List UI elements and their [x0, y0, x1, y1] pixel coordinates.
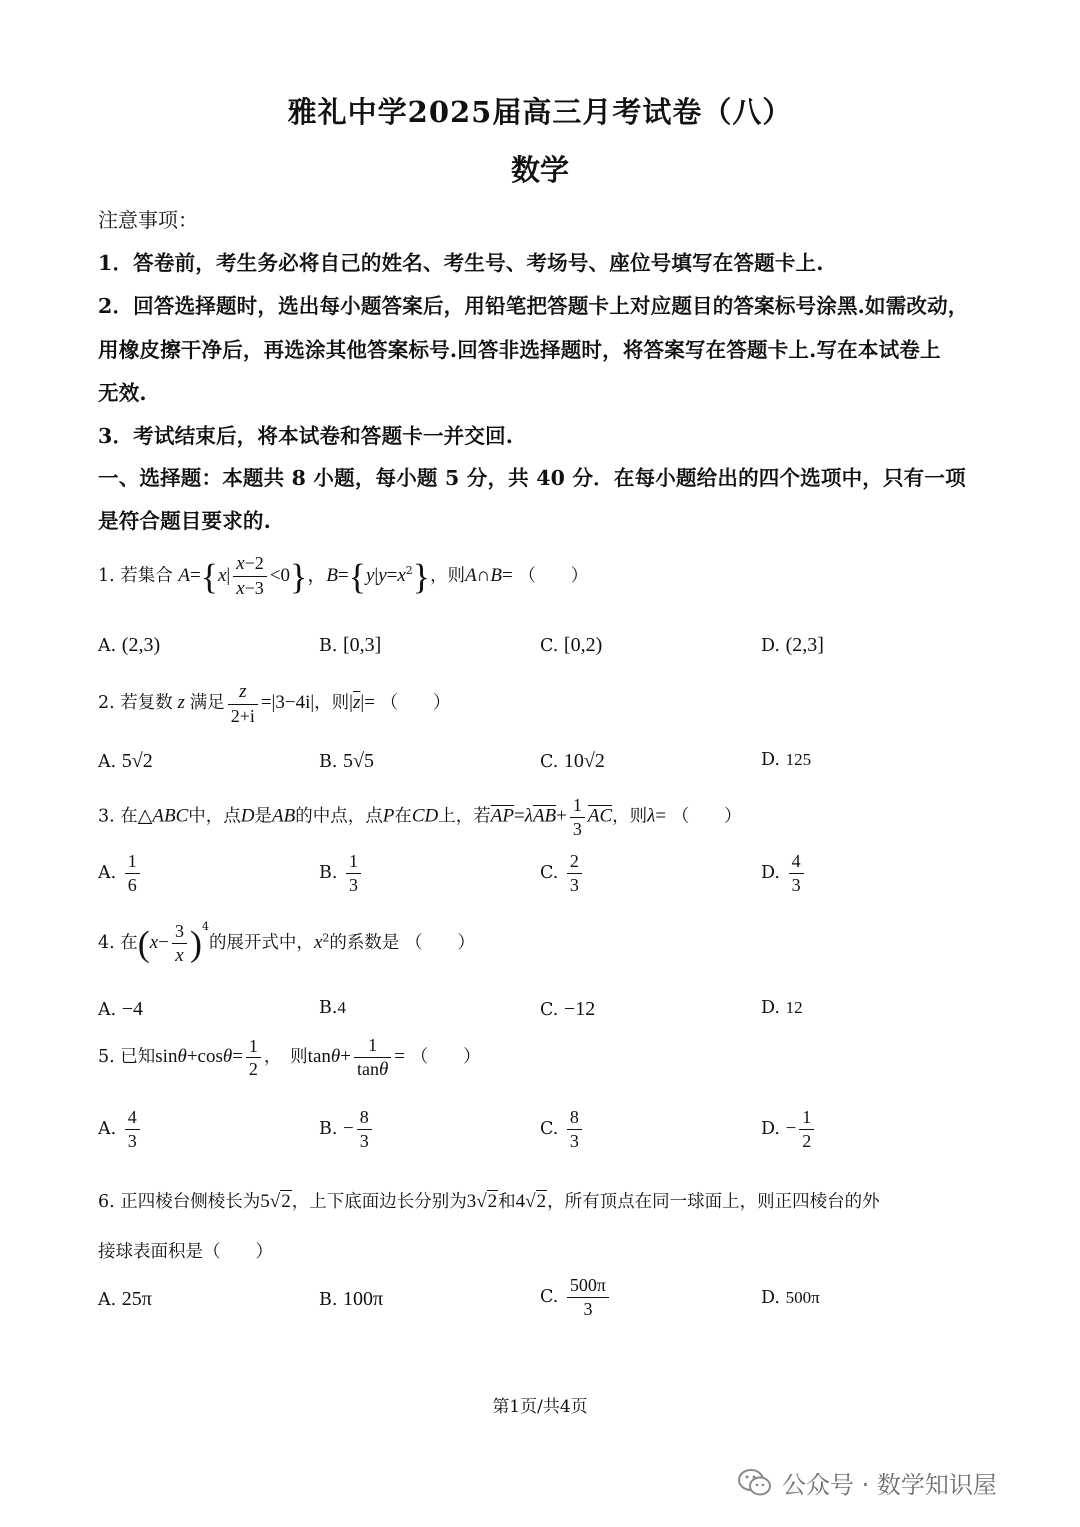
- section-heading-line-1: 一、选择题：本题共 8 小题，每小题 5 分，共 40 分．在每小题给出的四个选项中，只有一项: [98, 466, 966, 490]
- q1-option-a: A. (2,3): [98, 634, 161, 656]
- question-3: 3. 在△ABC中，点D是AB的中点，点P在CD上，若$\overline{AP}=\lambda\overline{AB}+$ $\frac{1}{3}$ $\overline{AC}$，则λ= （ ）: [98, 795, 742, 839]
- fraction: $\frac{1}{\tan\theta}$: [354, 1034, 391, 1081]
- q2-option-c: C. 10√2: [540, 750, 605, 772]
- fraction: $\frac{1}{2}$: [246, 1035, 261, 1081]
- q4-option-a: A. −4: [98, 998, 144, 1020]
- q5-option-a: A. $\frac{4}{3}$: [98, 1106, 143, 1152]
- notice-item-2-line-2: 用橡皮擦干净后，再选涂其他答案标号.回答非选择题时，将答案写在答题卡上.写在本试卷上: [98, 338, 941, 362]
- q6-option-c: C. $\frac{500\pi}{3}$: [540, 1274, 612, 1320]
- page-footer: 第1页/共4页: [492, 1397, 588, 1417]
- subject-title: 数学: [510, 153, 569, 187]
- q6-option-a: A. 25π: [98, 1288, 152, 1310]
- q1-option-c: C. [0,2): [540, 634, 603, 656]
- q6-option-b: B. 100π: [319, 1288, 384, 1310]
- fraction: $\frac{x-2}{x-3}$: [233, 552, 267, 601]
- q6-option-d: D. 500π: [761, 1288, 820, 1308]
- q1-option-b: B. [0,3]: [319, 634, 382, 656]
- watermark-text: 公众号 · 数学知识屋: [782, 1471, 997, 1499]
- notice-item-2-line-1: 2．回答选择题时，选出每小题答案后，用铅笔把答题卡上对应题目的答案标号涂黑.如需改动，: [98, 294, 969, 318]
- math-set-a: A: [178, 564, 190, 586]
- q2-option-a: A. 5√2: [98, 750, 153, 772]
- q5-option-c: C. $\frac{8}{3}$: [540, 1106, 585, 1152]
- fraction: $\frac{3}{x}$: [172, 920, 187, 967]
- notice-item-2-line-3: 无效.: [98, 381, 147, 405]
- q3-option-d: D. $\frac{4}{3}$: [761, 850, 807, 896]
- question-4: 4. 在(x− $\frac{3}{x}$ )$^4$的展开式中，$x^2$的系数是 （ ）: [98, 920, 475, 966]
- fraction: $\frac{z}{2+i}$: [228, 680, 258, 727]
- q2-option-d: D. 125: [761, 750, 812, 770]
- question-5: 5. 已知sinθ+cosθ= $\frac{1}{2}$ ， 则tanθ+ $\frac{1}{\tan\theta}$ = （ ）: [98, 1035, 481, 1080]
- q1-option-d: D. (2,3]: [761, 634, 824, 656]
- question-1: 1. 若集合 A={x| $\frac{x-2}{x-3}$ <0}，$B=\{y|y=x^2\}$，则A∩B= （ ）: [98, 553, 589, 599]
- q3-option-c: C. $\frac{2}{3}$: [540, 850, 585, 896]
- q4-option-b: B.4: [319, 998, 346, 1018]
- notice-heading: 注意事项：: [98, 208, 198, 232]
- q4-option-c: C. −12: [540, 998, 596, 1020]
- wechat-icon: [738, 1468, 772, 1504]
- q5-option-b: B. − $\frac{8}{3}$: [319, 1106, 375, 1152]
- q4-option-d: D. 12: [761, 998, 803, 1018]
- fraction: $\frac{1}{3}$: [570, 794, 585, 840]
- exam-title: 雅礼中学2025届高三月考试卷（八）: [287, 95, 793, 129]
- question-6: 6. 正四棱台侧棱长为5√2，上下底面边长分别为3√2和4√2，所有顶点在同一球面上，则正四棱台的外: [98, 1191, 880, 1212]
- notice-item-3: 3．考试结束后，将本试卷和答题卡一并交回.: [98, 424, 514, 448]
- question-6-line-2: 接球表面积是（ ）: [98, 1242, 273, 1262]
- q3-option-b: B. $\frac{1}{3}$: [319, 850, 364, 896]
- q5-option-d: D. − $\frac{1}{2}$: [761, 1106, 817, 1152]
- question-2: 2. 若复数 z 满足 $\frac{z}{2+i}$ =|3−4i|，则$|\overline{z}|=$ （ ）: [98, 681, 451, 726]
- q2-option-b: B. 5√5: [319, 750, 374, 772]
- section-heading-line-2: 是符合题目要求的.: [98, 509, 271, 533]
- notice-item-1: 1．答卷前，考生务必将自己的姓名、考生号、考场号、座位号填写在答题卡上.: [98, 251, 824, 275]
- q3-option-a: A. $\frac{1}{6}$: [98, 850, 143, 896]
- watermark: [738, 1465, 997, 1504]
